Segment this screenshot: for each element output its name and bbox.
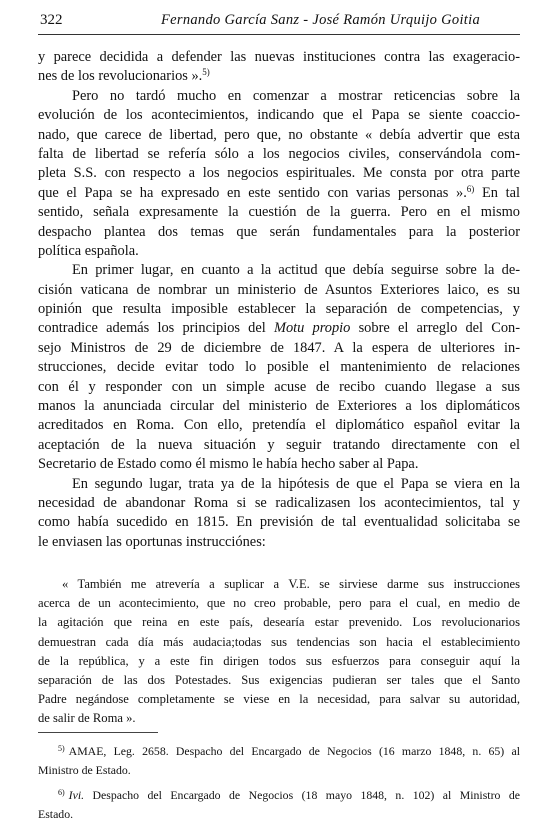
running-title: Fernando García Sanz - José Ramón Urquijo Goitia	[160, 12, 480, 28]
quote-line: Padre negándose completamente se viese en la necesidad, para salvar su autoridad,	[38, 692, 520, 707]
body-line: Secretario de Estado como él mismo le había hecho saber al Papa.	[38, 456, 419, 473]
quote-line: separación de las dos Potestades. Sus exigencias pudieran ser tales que el Santo	[38, 672, 520, 687]
body-line	[38, 184, 520, 203]
quote-line: « También me atrevería a suplicar a V.E. se sirviese darme sus instrucciones	[62, 577, 520, 591]
note-ref: 5)	[202, 67, 210, 78]
body-line-text: contradice además los principios del	[38, 320, 274, 337]
footnote-ibid: Ivi.	[68, 788, 85, 802]
body-line: En primer lugar, en cuanto a la actitud que debía seguirse sobre la de-	[72, 262, 520, 279]
footnote-marker: 5)	[58, 744, 65, 753]
quote-line: de salir de Roma ».	[38, 711, 136, 726]
quote-line: la agitación que reina en este país, desearía estar prevenido. Los revolucionarios	[38, 615, 520, 630]
body-line-text: que el Papa se ha expresado en este sentido con varias personas ».	[38, 184, 467, 201]
body-line: sejo Ministros de 29 de diciembre de 1847. A la espera de ulteriores in-	[38, 339, 520, 356]
body-line: sentido, señala expresamente la cuestión de la guerra. Pero en el mismo	[38, 204, 520, 221]
italic-title: Motu propio	[273, 320, 351, 337]
footnote-line	[38, 786, 520, 805]
footnote-line: Estado.	[38, 807, 74, 821]
body-text	[38, 48, 520, 552]
body-line	[38, 67, 520, 86]
body-line: le enviasen las oportunas instrucciónes:	[38, 533, 266, 550]
body-line: manos la anunciada circular del ministerio de Exteriores a los diplomáticos	[38, 398, 520, 415]
quote-line: demuestran cada día más audacia;todas sus tendencias son hacia el establecimiento	[38, 634, 520, 649]
quote-line: de la república, y a este fin dirigen todos sus esfuerzos para conseguir aquí la	[38, 653, 520, 668]
body-line: acreditados en Roma. Con ello, pretendía el diplomático español evitar la	[38, 417, 520, 434]
body-line: política española.	[38, 242, 139, 259]
body-line: nado, que carece de libertad, pero que, no obstante « debía advertir que esta	[38, 126, 520, 143]
footnote-text: Despacho del Encargado de Negocios (18 mayo 1848, n. 102) al Ministro de	[84, 788, 520, 802]
footnote-line: Ministro de Estado.	[38, 763, 131, 777]
body-line: como había sucedido en 1815. En previsión de tal eventualidad solicitaba se	[38, 514, 520, 531]
body-line: opinión que resulta imposible establecer la separación de competencias, y	[38, 301, 520, 318]
body-line: con él y responder con un simple acuse de recibo cuando llegase a sus	[38, 378, 520, 395]
page-number: 322	[40, 12, 63, 28]
footnotes	[38, 742, 520, 824]
body-line: Pero no tardó mucho en comenzar a mostrar reticencias sobre la	[72, 87, 520, 104]
block-quote	[38, 575, 520, 729]
footnote-line	[38, 742, 520, 761]
body-line: En segundo lugar, trata ya de la hipótesis de que el Papa se viera en la	[72, 475, 520, 492]
body-line: despacho plantea dos temas que serán fundamentales para la posterior	[38, 223, 520, 240]
body-line: evolución de los acontecimientos, indicando que el Papa se siente coaccio-	[38, 107, 520, 124]
body-line-text: sobre el arreglo del Con-	[350, 320, 520, 337]
body-line: necesidad de abandonar Roma si se radicalizasen los acontecimientos, tal y	[38, 494, 520, 511]
body-line: y parece decidida a defender las nuevas instituciones contra las exageracio-	[38, 49, 520, 65]
footnote-text: AMAE, Leg. 2658. Despacho del Encargado de Negocios (16 marzo 1848, n. 65) al	[68, 744, 520, 758]
body-line-text: En tal	[474, 184, 520, 201]
body-line-text: nes de los revolucionarios ».	[38, 68, 203, 85]
note-ref: 6)	[466, 183, 475, 194]
body-line: falta de libertad se refería sólo a los negocios civiles, conservándola com-	[38, 145, 520, 162]
quote-line: acerca de un acontecimiento, que no creo probable, pero para el cual, en medio de	[38, 596, 520, 611]
footnote-marker: 6)	[58, 788, 65, 797]
body-line: strucciones, decide evitar todo lo posible el mantenimiento de relaciones	[38, 359, 520, 376]
page-header	[38, 10, 520, 35]
body-line: aceptación de la nueva situación y seguir tratando directamente con el	[38, 436, 520, 453]
body-line: cisión vaticana de nombrar un ministerio de Asuntos Exteriores laico, es su	[38, 281, 520, 298]
body-line	[38, 319, 520, 338]
footnote-separator	[38, 732, 158, 733]
body-line: pleta S.S. con respecto a los negocios espirituales. Me consta por otra parte	[38, 165, 520, 182]
